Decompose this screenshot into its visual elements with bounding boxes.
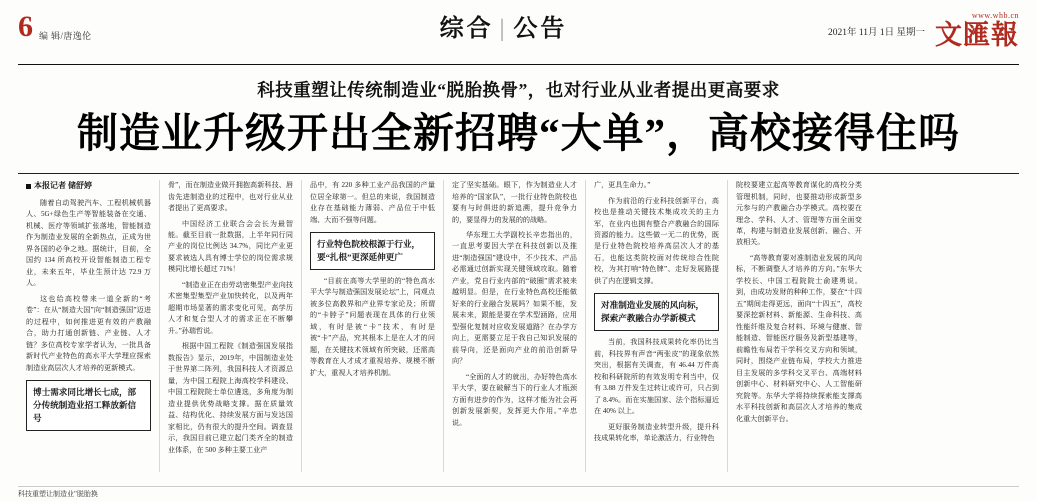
paragraph: 中国经济工业联合会会长为最智能。截至目前一批数据，上半年同行同产业的岗位比例达 34.7%，同比产业更要求被选人具有博士学位的岗位需求规模同比增长超过 71%！ (168, 219, 293, 274)
paragraph: “全面的人才的就出，办好特色高水平大学，要在破解当下的行业人才瓶颈方面有进步的作为，这样才能为社会再创新发展新契，发挥更大作用。”辛忠说。 (452, 372, 577, 427)
paragraph: 院校要建立起高等教育谋化的高校分类管理机制，同时，也要推动形成新型多元参与的产教融合办学模式。高校要在理念、学科、人才、管理等方面全面变革，构建与制造业发展创新、融合、开放相关。 (736, 181, 862, 247)
section-separator: | (499, 16, 508, 42)
pullquote-3: 对准制造业发展的风向标，探索产教融合办学新模式 (594, 293, 719, 331)
column-3 (302, 180, 444, 472)
masthead-left (18, 0, 248, 42)
section-label-1: 综合 (439, 16, 494, 42)
shoulder-headline: 科技重塑让传统制造业“脱胎换骨”，也对行业从业者提出更高要求 (257, 80, 780, 100)
paragraph: 这也给高校带来一道全新的“考卷”：在从“制造大国”向“制造强国”迈进的过程中，如何推进更有效的产教融合，助力打通创新链、产业链、人才链？多位高校专家学者认为，一批具备新时代产业特色的高水平大学理应探索制造业高层次人才培养的更新模式。 (26, 294, 151, 372)
editor-line: 编 辑/唐逸伦 (39, 31, 92, 41)
masthead (18, 0, 1019, 62)
paragraph: “制造业正在由劳动密集型产业向技术密集型集型产业加快转化，以及两年超期市场显著的需求变化可见，高学历人才和复合型人才的需求正在不断攀升。”孙瑞哲说。 (168, 280, 293, 335)
byline (26, 180, 151, 193)
article-columns (18, 174, 1019, 472)
paragraph: “高等教育要对准制造业发展的风向标，不断调整人才培养的方向。”东华大学校长、中国工程院院士俞建勇说。到，由成功发财的种种工作，要在“十四五”期间走得更远，面向“十四五”，高校要深挖新材料、新能源、生命科技、高性能纤维及复合材料、环境与健康、智能制造、智能医疗服务及新型基建等，前瞻性布局若干学科交叉方向和领域，同时，围绕产业链布局，学校大力推进目主发展的多学科交叉平台、高端材料创新中心、材料研究中心、人工智能研究院等。东华大学将持续探索能支撑高水平科技创新和高层次人才培养的集成化重大创新平台。 (736, 253, 862, 423)
paper-website-url[interactable]: www.whb.cn (971, 11, 1019, 20)
paragraph: “目前在高等大学里的的“特色高水平大学与制造强国发展论坛”上，同观点被多位高教界和产业界专家论及；所谓的“卡脖子”问题表现在具体的行业领域，有时是被“卡”技术，有时是被“卡”产品，究其根本上是在人才的问题，在关键技术领域有所突破，还需高等教育在人才成才重视培养、规模不断扩大，重视人才培养机制。 (310, 276, 435, 377)
paper-name: 文匯報 (935, 20, 1019, 50)
section-label-2: 公告 (513, 16, 568, 42)
paragraph: 广，更具生命力。” (594, 181, 651, 190)
masthead-right (759, 0, 1019, 49)
paragraph: 华东理工大学副校长辛忠指出的，一直思考要因大学在科技创新以及推进“制造强国”建设中，不少技术、产品必需通过创新实现关键领域攻取。随着产业，党自行业内部的“破圈”需求被来越明显。但是，在行业特色高校还能做好来的行业融合发展吗？如果不能，发展未来，跟能是要在学术型涵路，应用型强化复制对应收发展道路？在办学方向上，更需要立足于我自己知识发展的前导向，还是面向产业的前沿创新导向？ (452, 230, 577, 366)
paragraph: 当前，我国科技成果转化率仍比当前，科技界有声音“两张皮”的现象依然突出，根据有关调查，有 46.44 万件高校和科研院所的有效发明专利当中，仅有 3.88 万件发生过转让或许可，只占到了 8.4%。而在实施国家、法个指标逼近在 40% 以上。 (594, 338, 719, 416)
paragraph: 根据中国工程院《制造强国发展指数报告》显示，2019年，中国制造业处于世界第二阵列，我国科技人才资源总量，为中国工程院上海高校学科建设、中国工程院院士单位遴选，多角度为制造业提供优势战略支撑。据在质量效益、结构优化、持续发展方面与发达国家相比，仍有很大的提升空间。调查显示，我国目前已建立起门类齐全的制造业体系，在 500 多种主要工业产 (168, 342, 293, 454)
column-5 (586, 180, 728, 472)
paragraph: 更好服务制造业转型升级，提升科技成果转化率，单论激活力，行业特色 (594, 422, 719, 443)
column-4 (444, 180, 586, 472)
pullquote-1: 博士需求同比增长七成，部分传统制造业招工释放新信号 (26, 380, 151, 431)
page-number: 6 (18, 10, 33, 43)
main-headline: 制造业升级开出全新招聘“大单”，高校接得住吗 (77, 110, 960, 156)
headline-block (18, 65, 1019, 161)
paper-brand (935, 12, 1019, 49)
paragraph: 定了坚实基础。眼下，作为制造业人才培养的“国家队”，一批行业特色院校也要有与时俱进的新追溯，提升竞争力的，要显得力的发展的的战略。 (452, 181, 577, 224)
column-6 (728, 180, 870, 472)
column-2 (160, 180, 302, 472)
byline-marker-icon (26, 184, 31, 189)
publication-date: 2021年 11月 1日 星期一 (827, 27, 925, 38)
photo-caption: 科技重塑让制造业"脱胎换 (18, 486, 1019, 499)
column-1 (18, 180, 160, 472)
paragraph: 随着自动驾驶汽车、工程机械机器人、5G+绿色生产等智能装备在交通、机械、医疗等领域扩张落地，智能制造作为制造业发展的全新热点，正成为世界各国的必争之地。据统计，目前，全国约 134 所高校开设智能制造工程专业，未来五年，毕业生预计达 72.9 万人。 (26, 199, 151, 288)
masthead-center (248, 0, 759, 43)
pullquote-2: 行业特色院校根源于行业，要“扎根”更深延伸更广 (310, 232, 435, 270)
paragraph: 品中，有 220 多种工业产品我国的产量位居全球第一。但总的来说，我国制造业存在基础能力薄弱、产品位于中低端、大而不强等问题。 (310, 181, 435, 224)
paragraph: 骨”，而在制造业做开拥抱高新科技、唇齿先进制造业的过程中，也对行业从业者提出了更高要求。 (168, 181, 293, 213)
byline-text: 本报记者 储舒婷 (34, 181, 92, 191)
paragraph: 作为前沿的行业科技创新平台，高校也是推动关键技术集成攻关的主力军，在业内也拥有整合产教融合的国际资源的能力。这些做一无二的优势，既是行业特色院校培养高层次人才的基石，也能这类院校面对传统综合性院校，为其打响“特色牌”、走好发展路提供了内在逻辑支撑。 (594, 196, 719, 285)
